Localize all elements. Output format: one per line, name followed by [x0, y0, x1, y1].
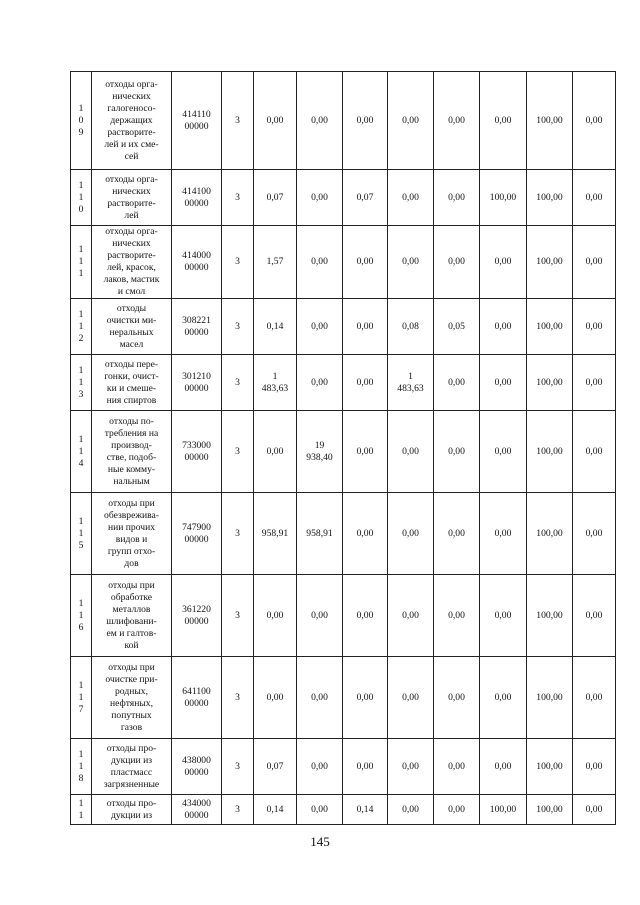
value-cell: 0,00 [343, 411, 388, 493]
value-cell: 0,00 [388, 493, 434, 575]
value-cell: 0,00 [434, 411, 480, 493]
value-cell: 0,00 [343, 493, 388, 575]
value-cell: 100,00 [527, 355, 573, 411]
row-number: 1 1 5 [71, 493, 92, 575]
value-cell: 0,00 [573, 226, 616, 299]
waste-name: отходы орга- нических галогеносо- держащих растворите- лей и их сме- сей [92, 72, 172, 170]
value-cell: 0,00 [434, 72, 480, 170]
value-cell: 0,00 [388, 170, 434, 226]
value-cell: 0,00 [254, 575, 297, 657]
value-cell: 0,14 [343, 795, 388, 825]
value-cell: 0,00 [480, 739, 527, 795]
value-cell: 100,00 [527, 657, 573, 739]
hazard-class: 3 [222, 411, 254, 493]
value-cell: 0,00 [480, 299, 527, 355]
waste-code: 414000 00000 [172, 226, 222, 299]
table-row [71, 493, 616, 575]
value-cell: 0,00 [297, 226, 343, 299]
value-cell: 100,00 [527, 411, 573, 493]
row-number: 1 1 6 [71, 575, 92, 657]
value-cell: 0,00 [573, 299, 616, 355]
hazard-class: 3 [222, 355, 254, 411]
hazard-class: 3 [222, 170, 254, 226]
value-cell: 0,00 [254, 411, 297, 493]
value-cell: 0,00 [480, 657, 527, 739]
value-cell: 0,00 [388, 72, 434, 170]
value-cell: 0,00 [434, 657, 480, 739]
value-cell: 19 938,40 [297, 411, 343, 493]
value-cell: 0,00 [343, 226, 388, 299]
value-cell: 0,00 [480, 72, 527, 170]
hazard-class: 3 [222, 739, 254, 795]
value-cell: 0,00 [297, 170, 343, 226]
value-cell: 0,00 [254, 72, 297, 170]
value-cell: 0,00 [388, 226, 434, 299]
hazard-class: 3 [222, 493, 254, 575]
value-cell: 0,00 [297, 575, 343, 657]
value-cell: 0,05 [434, 299, 480, 355]
table-row [71, 72, 616, 170]
waste-code: 414110 00000 [172, 72, 222, 170]
value-cell: 0,00 [343, 739, 388, 795]
row-number: 1 1 8 [71, 739, 92, 795]
waste-name: отходы по- требления на производ- стве, подоб- ные комму- нальным [92, 411, 172, 493]
value-cell: 0,00 [480, 493, 527, 575]
waste-table [70, 71, 616, 825]
value-cell: 0,00 [388, 795, 434, 825]
value-cell: 0,00 [573, 170, 616, 226]
value-cell: 0,07 [343, 170, 388, 226]
value-cell: 0,00 [434, 493, 480, 575]
value-cell: 0,00 [480, 411, 527, 493]
value-cell: 0,00 [573, 72, 616, 170]
waste-code: 361220 00000 [172, 575, 222, 657]
table-row [71, 739, 616, 795]
hazard-class: 3 [222, 72, 254, 170]
waste-code: 414100 00000 [172, 170, 222, 226]
value-cell: 0,00 [297, 795, 343, 825]
value-cell: 0,00 [573, 493, 616, 575]
table-row [71, 575, 616, 657]
value-cell: 0,00 [434, 575, 480, 657]
hazard-class: 3 [222, 795, 254, 825]
value-cell: 0,00 [297, 299, 343, 355]
waste-name: отходы при обработке металлов шлифовани- ем и галтов- кой [92, 575, 172, 657]
row-number: 1 1 0 [71, 170, 92, 226]
value-cell: 0,00 [573, 355, 616, 411]
value-cell: 958,91 [254, 493, 297, 575]
waste-name: отходы орга- нических растворите- лей [92, 170, 172, 226]
hazard-class: 3 [222, 226, 254, 299]
table-row [71, 226, 616, 299]
value-cell: 0,14 [254, 795, 297, 825]
value-cell: 0,00 [480, 355, 527, 411]
value-cell: 0,00 [480, 575, 527, 657]
table-row [71, 657, 616, 739]
waste-code: 308221 00000 [172, 299, 222, 355]
value-cell: 0,00 [343, 299, 388, 355]
row-number: 1 1 1 [71, 226, 92, 299]
waste-name: отходы пере- гонки, очист- ки и смеше- ния спиртов [92, 355, 172, 411]
value-cell: 0,00 [434, 170, 480, 226]
row-number: 1 0 9 [71, 72, 92, 170]
value-cell: 100,00 [527, 226, 573, 299]
value-cell: 0,00 [434, 739, 480, 795]
value-cell: 100,00 [480, 795, 527, 825]
waste-name: отходы про- дукции из [92, 795, 172, 825]
value-cell: 0,00 [573, 657, 616, 739]
value-cell: 100,00 [527, 170, 573, 226]
page-number: 145 [310, 834, 330, 849]
value-cell: 0,00 [254, 657, 297, 739]
value-cell: 0,00 [388, 575, 434, 657]
value-cell: 0,00 [573, 575, 616, 657]
value-cell: 0,00 [434, 355, 480, 411]
waste-code: 747900 00000 [172, 493, 222, 575]
value-cell: 0,00 [573, 411, 616, 493]
table-row [71, 299, 616, 355]
value-cell: 0,00 [388, 411, 434, 493]
hazard-class: 3 [222, 657, 254, 739]
value-cell: 100,00 [527, 739, 573, 795]
hazard-class: 3 [222, 575, 254, 657]
value-cell: 0,14 [254, 299, 297, 355]
row-number: 1 1 4 [71, 411, 92, 493]
waste-name: отходы при обезврежива- нии прочих видов и групп отхо- дов [92, 493, 172, 575]
value-cell: 0,00 [343, 575, 388, 657]
table-row [71, 170, 616, 226]
table-row [71, 411, 616, 493]
waste-name: отходы очистки ми- неральных масел [92, 299, 172, 355]
value-cell: 0,00 [388, 739, 434, 795]
waste-code: 733000 00000 [172, 411, 222, 493]
value-cell: 0,00 [343, 72, 388, 170]
value-cell: 0,00 [434, 226, 480, 299]
waste-code: 301210 00000 [172, 355, 222, 411]
waste-name: отходы про- дукции из пластмасс загрязненные [92, 739, 172, 795]
table-row [71, 795, 616, 825]
value-cell: 1,57 [254, 226, 297, 299]
value-cell: 0,00 [434, 795, 480, 825]
value-cell: 0,00 [343, 657, 388, 739]
waste-code: 438000 00000 [172, 739, 222, 795]
value-cell: 0,00 [297, 739, 343, 795]
value-cell: 0,00 [297, 72, 343, 170]
value-cell: 0,00 [343, 355, 388, 411]
row-number: 1 1 3 [71, 355, 92, 411]
hazard-class: 3 [222, 299, 254, 355]
value-cell: 0,00 [388, 657, 434, 739]
value-cell: 100,00 [527, 493, 573, 575]
value-cell: 100,00 [527, 575, 573, 657]
value-cell: 0,07 [254, 170, 297, 226]
value-cell: 0,08 [388, 299, 434, 355]
value-cell: 958,91 [297, 493, 343, 575]
row-number: 1 1 [71, 795, 92, 825]
value-cell: 0,00 [297, 657, 343, 739]
value-cell: 100,00 [527, 72, 573, 170]
value-cell: 0,00 [480, 226, 527, 299]
waste-code: 434000 00000 [172, 795, 222, 825]
value-cell: 0,00 [573, 795, 616, 825]
value-cell: 0,00 [297, 355, 343, 411]
value-cell: 100,00 [527, 795, 573, 825]
value-cell: 1 483,63 [388, 355, 434, 411]
value-cell: 0,00 [573, 739, 616, 795]
waste-code: 641100 00000 [172, 657, 222, 739]
waste-name: отходы орга- нических растворите- лей, красок, лаков, мастик и смол [92, 226, 172, 299]
waste-name: отходы при очистке при- родных, нефтяных, попутных газов [92, 657, 172, 739]
value-cell: 1 483,63 [254, 355, 297, 411]
row-number: 1 1 2 [71, 299, 92, 355]
table-row [71, 355, 616, 411]
value-cell: 0,07 [254, 739, 297, 795]
row-number: 1 1 7 [71, 657, 92, 739]
value-cell: 100,00 [527, 299, 573, 355]
value-cell: 100,00 [480, 170, 527, 226]
